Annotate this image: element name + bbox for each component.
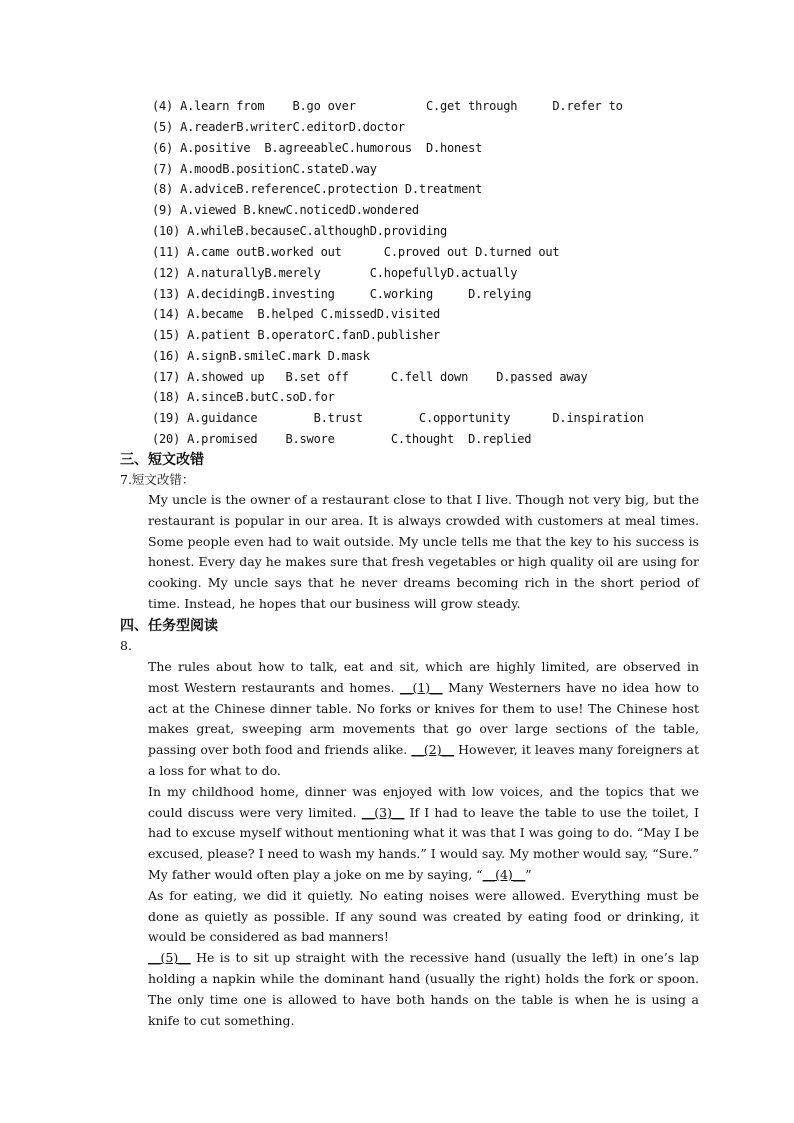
passage-text: My uncle is the owner of a restaurant close to that I live. Though not very big, but the restaurant is popular in our area. It is always crowded with customers at meal times. Some people even had to wait outside. My uncle tells me that the key to his success is honest. Every day he makes sure that fresh vegetables or high quality oil are using for cooking. My uncle says that he never dreams becoming rich in the short period of time. Instead, he hopes that our business will grow steady. <box>148 492 699 611</box>
option-line-10: (10) A.whileB.becauseC.althoughD.providing <box>152 224 448 238</box>
option-line-7: (7) A.moodB.positionC.stateD.way <box>152 162 377 176</box>
option-line-9: (9) A.viewed B.knewC.noticedD.wondered <box>152 203 419 217</box>
section-heading-task-reading: 四、任务型阅读 <box>120 618 218 634</box>
paragraph-2: In my childhood home, dinner was enjoyed with low voices, and the topics that we could discuss were very limited. __(3)__ If I had to leave the table to use the toilet, I had to excuse myself without mentioning what it was that I was going to do. “May I be excused, please? I need to wash my hands.” I would say. My mother would say, “Sure.” My father would often play a joke on me by saying, “__(4)__” <box>148 783 699 882</box>
paragraph-3: As for eating, we did it quietly. No eating noises were allowed. Everything must be done as quietly as possible. If any sound was created by eating food or drinking, it would be considered as bad manners! <box>148 887 699 945</box>
paragraph-4: __(5)__ He is to sit up straight with the recessive hand (usually the left) in one’s lap holding a napkin while the dominant hand (usually the right) holds the fork or spoon. The only time one is allowed to have both hands on the table is when he is using a knife to cut something. <box>148 950 699 1028</box>
task-reading-passage <box>148 657 699 1031</box>
option-line-8: (8) A.adviceB.referenceC.protection D.treatment <box>152 182 483 196</box>
paragraph-1: The rules about how to talk, eat and sit, which are highly limited, are observed in most Western restaurants and homes. __(1)__ Many Westerners have no idea how to act at the Chinese dinner table. No forks or knives for them to use! The Chinese host makes great, sweeping arm movements that go over large sections of the table, passing over both food and friends alike. __(2)__ However, it leaves many foreigners at a loss for what to do. <box>148 659 700 778</box>
option-line-17: (17) A.showed up B.set off C.fell down D.passed away <box>152 370 588 384</box>
section-heading-error-correction: 三、短文改错 <box>120 452 204 468</box>
blank-2: __(2)__ <box>411 742 455 758</box>
option-line-15: (15) A.patient B.operatorC.fanD.publisher <box>152 328 441 342</box>
blank-4: __(4)__ <box>482 866 526 882</box>
option-line-18: (18) A.sinceB.butC.soD.for <box>152 390 335 404</box>
blank-5: __(5)__ <box>148 950 191 966</box>
question-number-8: 8. <box>120 638 132 653</box>
option-line-14: (14) A.became B.helped C.missedD.visited <box>152 307 441 321</box>
option-line-5: (5) A.readerB.writerC.editorD.doctor <box>152 120 405 134</box>
option-line-11: (11) A.came outB.worked out C.proved out D.turned out <box>152 245 560 259</box>
option-line-13: (13) A.decidingB.investing C.working D.relying <box>152 287 532 301</box>
option-line-4: (4) A.learn from B.go over C.get through D.refer to <box>152 99 623 113</box>
option-line-12: (12) A.naturallyB.merely C.hopefullyD.actually <box>152 266 518 280</box>
option-line-16: (16) A.signB.smileC.mark D.mask <box>152 349 370 363</box>
question-number-7: 7.短文改错： <box>120 472 195 487</box>
error-correction-passage <box>148 490 699 615</box>
option-line-19: (19) A.guidance B.trust C.opportunity D.inspiration <box>152 411 644 425</box>
option-line-20: (20) A.promised B.swore C.thought D.replied <box>152 432 532 446</box>
blank-3: __(3)__ <box>361 804 405 820</box>
blank-1: __(1)__ <box>399 679 443 695</box>
option-line-6: (6) A.positive B.agreeableC.humorous D.honest <box>152 141 483 155</box>
